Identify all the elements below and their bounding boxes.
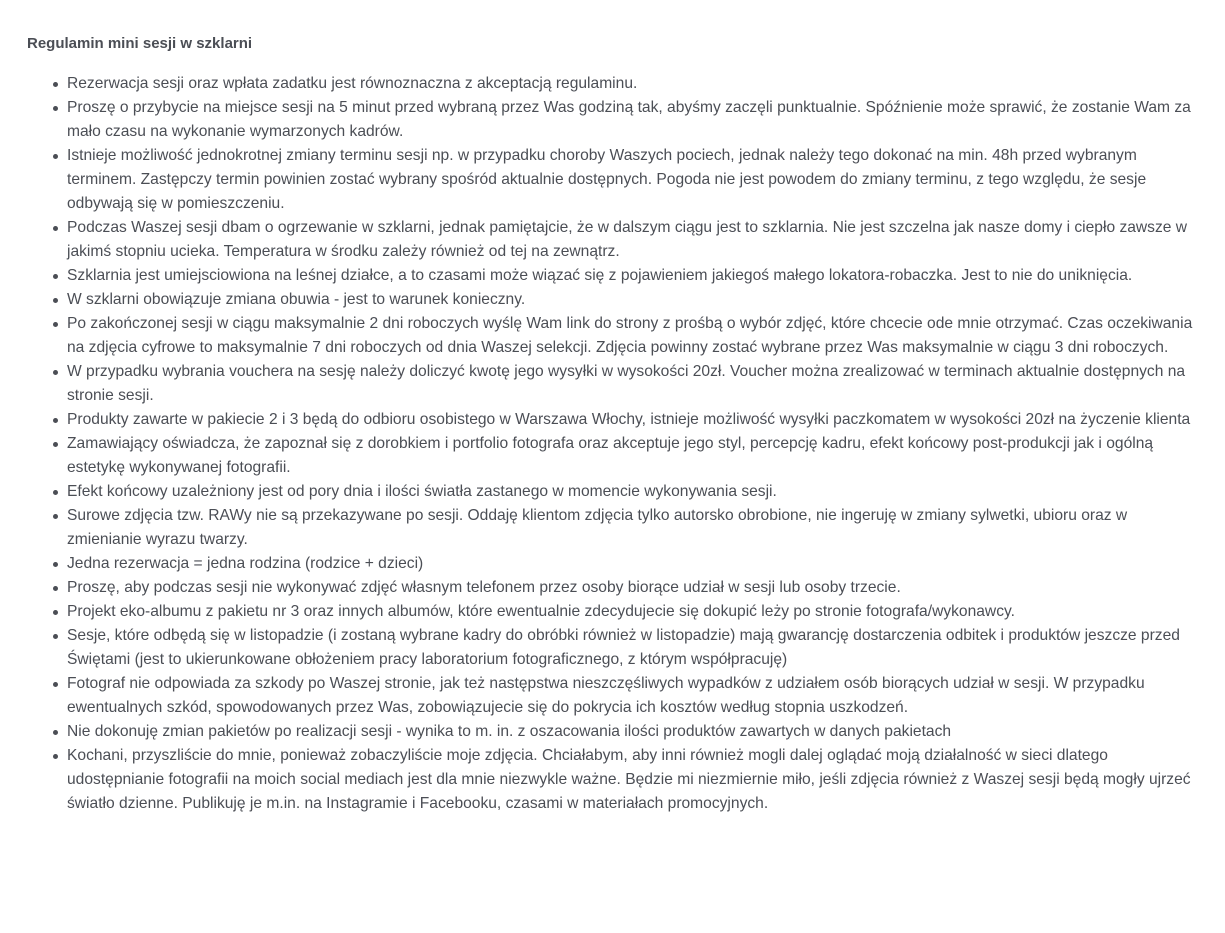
list-item: Szklarnia jest umiejsciowiona na leśnej działce, a to czasami może wiązać się z pojawieniem jakiegoś małego lokatora-robaczka. Jest to nie do uniknięcia. xyxy=(67,264,1199,288)
rules-list xyxy=(27,72,1199,816)
list-item: Proszę, aby podczas sesji nie wykonywać zdjęć własnym telefonem przez osoby biorące udział w sesji lub osoby trzecie. xyxy=(67,576,1199,600)
list-item: Jedna rezerwacja = jedna rodzina (rodzice + dzieci) xyxy=(67,552,1199,576)
list-item: Fotograf nie odpowiada za szkody po Waszej stronie, jak też następstwa nieszczęśliwych wypadków z udziałem osób biorących udział w sesji. W przypadku ewentualnych szkód, spowodowanych przez Was, zobowiązujecie się do pokrycia ich kosztów według stopnia uszkodzeń. xyxy=(67,672,1199,720)
list-item: Po zakończonej sesji w ciągu maksymalnie 2 dni roboczych wyślę Wam link do strony z prośbą o wybór zdjęć, które chcecie ode mnie otrzymać. Czas oczekiwania na zdjęcia cyfrowe to maksymalnie 7 dni roboczych od dnia Waszej selekcji. Zdjęcia powinny zostać wybrane przez Was maksymalnie w ciągu 3 dni roboczych. xyxy=(67,312,1199,360)
list-item: Projekt eko-albumu z pakietu nr 3 oraz innych albumów, które ewentualnie zdecydujecie się dokupić leży po stronie fotografa/wykonawcy. xyxy=(67,600,1199,624)
list-item: Sesje, które odbędą się w listopadzie (i zostaną wybrane kadry do obróbki również w listopadzie) mają gwarancję dostarczenia odbitek i produktów jeszcze przed Świętami (jest to ukierunkowane obłożeniem pracy laboratorium fotograficznego, z którym współpracuję) xyxy=(67,624,1199,672)
list-item: Rezerwacja sesji oraz wpłata zadatku jest równoznaczna z akceptacją regulaminu. xyxy=(67,72,1199,96)
list-item: W szklarni obowiązuje zmiana obuwia - jest to warunek konieczny. xyxy=(67,288,1199,312)
list-item: Istnieje możliwość jednokrotnej zmiany terminu sesji np. w przypadku choroby Waszych pociech, jednak należy tego dokonać na min. 48h przed wybranym terminem. Zastępczy termin powinien zostać wybrany spośród aktualnie dostępnych. Pogoda nie jest powodem do zmiany terminu, z tego względu, że sesje odbywają się w pomieszczeniu. xyxy=(67,144,1199,216)
list-item: Podczas Waszej sesji dbam o ogrzewanie w szklarni, jednak pamiętajcie, że w dalszym ciągu jest to szklarnia. Nie jest szczelna jak nasze domy i ciepło zawsze w jakimś stopniu ucieka. Temperatura w środku zależy również od tej na zewnątrz. xyxy=(67,216,1199,264)
list-item: Zamawiający oświadcza, że zapoznał się z dorobkiem i portfolio fotografa oraz akceptuje jego styl, percepcję kadru, efekt końcowy post-produkcji jak i ogólną estetykę wykonywanej fotografii. xyxy=(67,432,1199,480)
list-item: W przypadku wybrania vouchera na sesję należy doliczyć kwotę jego wysyłki w wysokości 20zł. Voucher można zrealizować w terminach aktualnie dostępnych na stronie sesji. xyxy=(67,360,1199,408)
list-item: Kochani, przyszliście do mnie, ponieważ zobaczyliście moje zdjęcia. Chciałabym, aby inni również mogli dalej oglądać moją działalność w sieci dlatego udostępnianie fotografii na moich social mediach jest dla mnie niezwykle ważne. Będzie mi niezmiernie miło, jeśli zdjęcia również z Waszej sesji będą mogły ujrzeć światło dzienne. Publikuję je m.in. na Instagramie i Facebooku, czasami w materiałach promocyjnych. xyxy=(67,744,1199,816)
list-item: Proszę o przybycie na miejsce sesji na 5 minut przed wybraną przez Was godziną tak, abyśmy zaczęli punktualnie. Spóźnienie może sprawić, że zostanie Wam za mało czasu na wykonanie wymarzonych kadrów. xyxy=(67,96,1199,144)
list-item: Produkty zawarte w pakiecie 2 i 3 będą do odbioru osobistego w Warszawa Włochy, istnieje możliwość wysyłki paczkomatem w wysokości 20zł na życzenie klienta xyxy=(67,408,1199,432)
list-item: Nie dokonuję zmian pakietów po realizacji sesji - wynika to m. in. z oszacowania ilości produktów zawartych w danych pakietach xyxy=(67,720,1199,744)
page-title: Regulamin mini sesji w szklarni xyxy=(27,35,253,52)
list-item: Surowe zdjęcia tzw. RAWy nie są przekazywane po sesji. Oddaję klientom zdjęcia tylko autorsko obrobione, nie ingeruję w zmiany sylwetki, ubioru oraz w zmienianie wyrazu twarzy. xyxy=(67,504,1199,552)
list-item: Efekt końcowy uzależniony jest od pory dnia i ilości światła zastanego w momencie wykonywania sesji. xyxy=(67,480,1199,504)
